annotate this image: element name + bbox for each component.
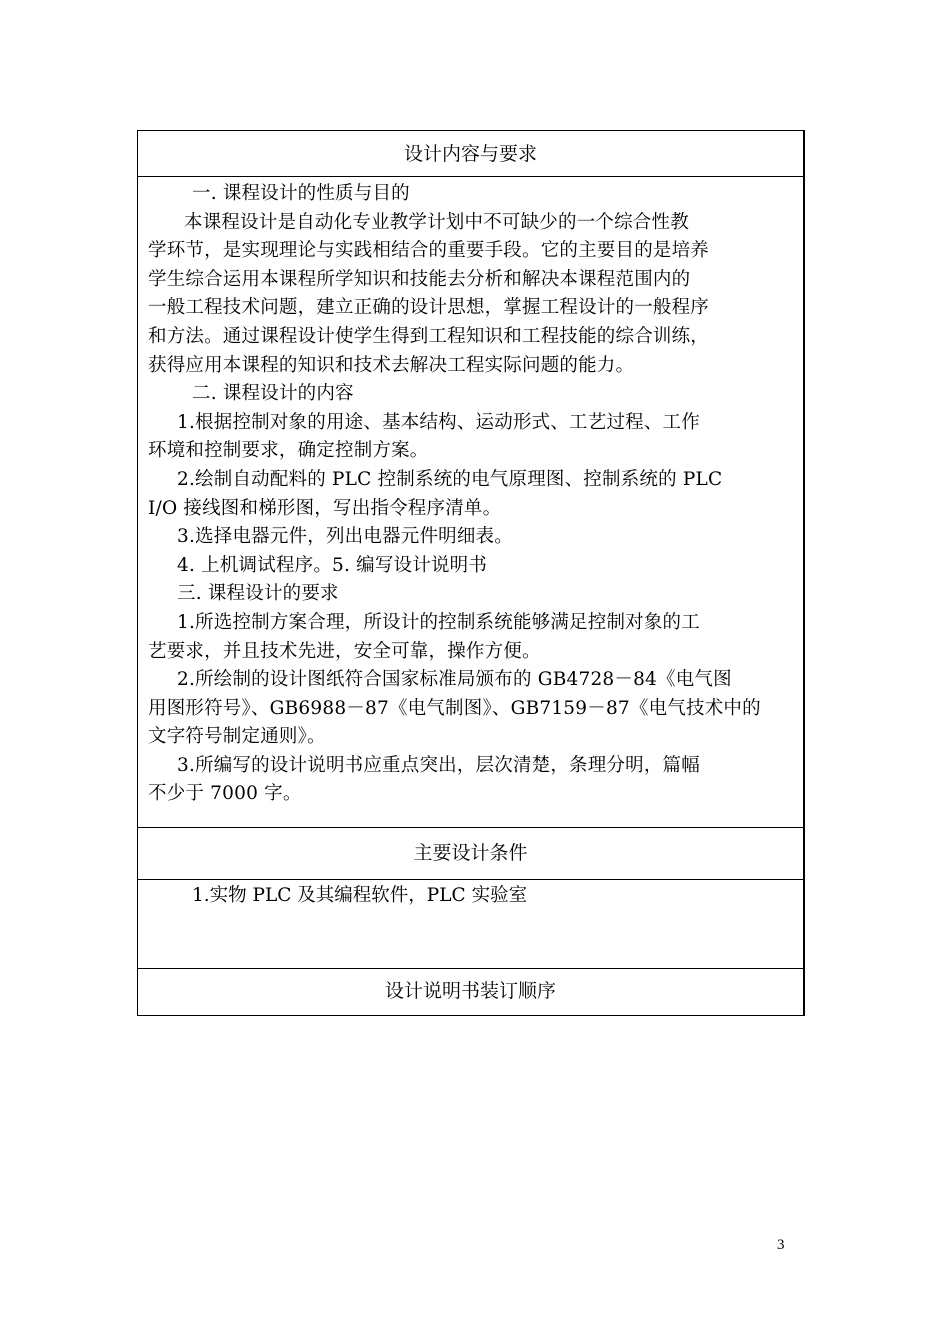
section-header-design-content [138, 131, 803, 177]
list-item-line: 3.所编写的设计说明书应重点突出，层次清楚，条理分明，篇幅 [177, 754, 700, 776]
section-header-text: 主要设计条件 [413, 842, 528, 864]
paragraph-line: 和方法。通过课程设计使学生得到工程知识和工程技能的综合训练， [148, 325, 710, 347]
paragraph-line: 获得应用本课程的知识和技术去解决工程实际问题的能力。 [148, 354, 635, 376]
heading-requirements: 三. 课程设计的要求 [177, 583, 339, 605]
page-number: 3 [777, 1237, 785, 1253]
list-item-line: 1.所选控制方案合理，所设计的控制系统能够满足控制对象的工 [177, 611, 700, 633]
design-content-body [138, 177, 803, 828]
list-item-line: 4. 上机调试程序。5. 编写设计说明书 [177, 554, 488, 576]
list-item-line: 2.绘制自动配料的 PLC 控制系统的电气原理图、控制系统的 PLC [177, 468, 723, 490]
list-item-line: 文字符号制定通则》。 [148, 726, 326, 748]
paragraph-line: 一般工程技术问题，建立正确的设计思想，掌握工程设计的一般程序 [148, 297, 710, 319]
section-header-text: 设计内容与要求 [403, 143, 537, 165]
list-item-line: 2.所绘制的设计图纸符合国家标准局颁布的 GB4728－84《电气图 [177, 669, 732, 691]
heading-content: 二. 课程设计的内容 [192, 383, 354, 405]
list-item-line: 3.选择电器元件，列出电器元件明细表。 [177, 526, 513, 548]
paragraph-line: 学生综合运用本课程所学知识和技能去分析和解决本课程范围内的 [148, 268, 691, 290]
paragraph-line: 本课程设计是自动化专业教学计划中不可缺少的一个综合性教 [184, 211, 689, 233]
list-item-line: 环境和控制要求，确定控制方案。 [148, 440, 429, 462]
paragraph-line: 学环节，是实现理论与实践相结合的重要手段。它的主要目的是培养 [148, 240, 710, 262]
heading-nature-purpose: 一. 课程设计的性质与目的 [192, 183, 410, 204]
list-item-line: 艺要求，并且技术先进，安全可靠，操作方便。 [148, 640, 541, 662]
design-task-table [137, 130, 805, 1016]
list-item-line: 不少于 7000 字。 [148, 783, 302, 805]
main-conditions-body [138, 880, 803, 969]
condition-item: 1.实物 PLC 及其编程软件，PLC 实验室 [192, 885, 528, 906]
list-item-line: I/O 接线图和梯形图，写出指令程序清单。 [148, 497, 502, 519]
section-header-main-conditions [138, 828, 803, 880]
section-header-text: 设计说明书装订顺序 [384, 980, 556, 1002]
section-header-binding-order [138, 969, 803, 1015]
list-item-line: 1.根据控制对象的用途、基本结构、运动形式、工艺过程、工作 [177, 411, 700, 433]
list-item-line: 用图形符号》、GB6988－87《电气制图》、GB7159－87《电气技术中的 [148, 697, 761, 719]
